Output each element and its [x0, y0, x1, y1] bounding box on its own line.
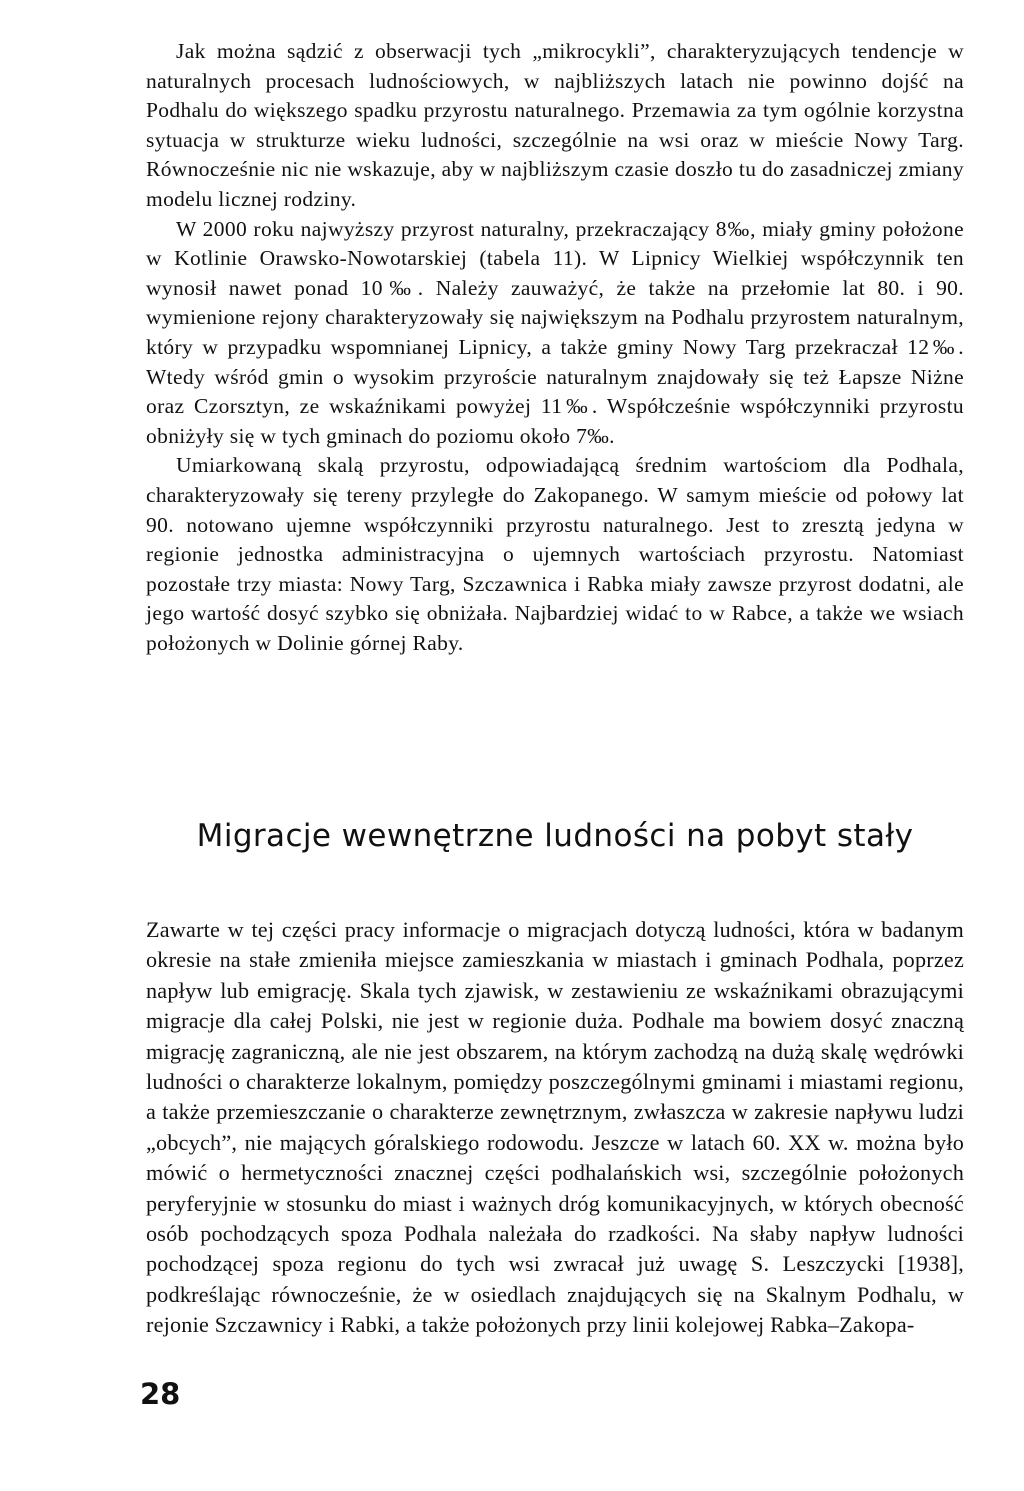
text-block-top: [146, 37, 964, 658]
text-block-bottom: [146, 915, 964, 1341]
section-heading: Migracje wewnętrzne ludności na pobyt stały: [196, 818, 914, 854]
paragraph: Jak można sądzić z obserwacji tych „mikrocykli”, charakteryzujących tendencje w naturalnych procesach ludnościowych, w najbliższych latach nie powinno dojść na Podhalu do większego spadku przyrostu naturalnego. Przemawia za tym ogólnie korzystna sytuacja w strukturze wieku ludności, szczególnie na wsi oraz w mieście Nowy Targ. Równocześnie nic nie wskazuje, aby w najbliższym czasie doszło tu do zasadniczej zmiany modelu licznej rodziny.: [146, 39, 964, 211]
page-number: 28: [140, 1377, 181, 1411]
paragraph: W 2000 roku najwyższy przyrost naturalny, przekraczający 8‰, miały gminy położone w Kotlinie Orawsko-Nowotarskiej (tabela 11). W Lipnicy Wielkiej współczynnik ten wynosił nawet ponad 10‰. Należy zauważyć, że także na przełomie lat 80. i 90. wymienione rejony charakteryzowały się największym na Podhalu przyrostem naturalnym, który w przypadku wspomnianej Lipnicy, a także gminy Nowy Targ przekraczał 12‰. Wtedy wśród gmin o wysokim przyroście naturalnym znajdowały się też Łapsze Niżne oraz Czorsztyn, ze wskaźnikami powyżej 11‰. Współcześnie współczynniki przyrostu obniżyły się w tych gminach do poziomu około 7‰.: [146, 216, 964, 448]
paragraph: Zawarte w tej części pracy informacje o migracjach dotyczą ludności, która w badanym okresie na stałe zmieniła miejsce zamieszkania w miastach i gminach Podhala, poprzez napływ lub emigrację. Skala tych zjawisk, w zestawieniu ze wskaźnikami obrazującymi migracje dla całej Polski, nie jest w regionie duża. Podhale ma bowiem dosyć znaczną migrację zagraniczną, ale nie jest obszarem, na którym zachodzą na dużą skalę wędrówki ludności o charakterze lokalnym, pomiędzy poszczególnymi gminami i miastami regionu, a także przemieszczanie o charakterze zewnętrznym, zwłaszcza w zakresie napływu ludzi „obcych”, nie mających góralskiego rodowodu. Jeszcze w latach 60. XX w. można było mówić o hermetyczności znacznej części podhalańskich wsi, szczególnie położonych peryferyjnie w stosunku do miast i ważnych dróg komunikacyjnych, w których obecność osób pochodzących spoza Podhala należała do rzadkości. Na słaby napływ ludności pochodzącej spoza regionu do tych wsi zwracał już uwagę S. Leszczycki [1938], podkreślając równocześnie, że w osiedlach znajdujących się na Skalnym Podhalu, w rejonie Szczawnicy i Rabki, a także położonych przy linii kolejowej Rabka–Zakopa-: [146, 917, 964, 1338]
paragraph: Umiarkowaną skalą przyrostu, odpowiadającą średnim wartościom dla Podhala, charakteryzowały się tereny przyległe do Zakopanego. W samym mieście od połowy lat 90. notowano ujemne współczynniki przyrostu naturalnego. Jest to zresztą jedyna w regionie jednostka administracyjna o ujemnych wartościach przyrostu. Natomiast pozostałe trzy miasta: Nowy Targ, Szczawnica i Rabka miały zawsze przyrost dodatni, ale jego wartość dosyć szybko się obniżała. Najbardziej widać to w Rabce, a także we wsiach położonych w Dolinie górnej Raby.: [146, 453, 964, 655]
